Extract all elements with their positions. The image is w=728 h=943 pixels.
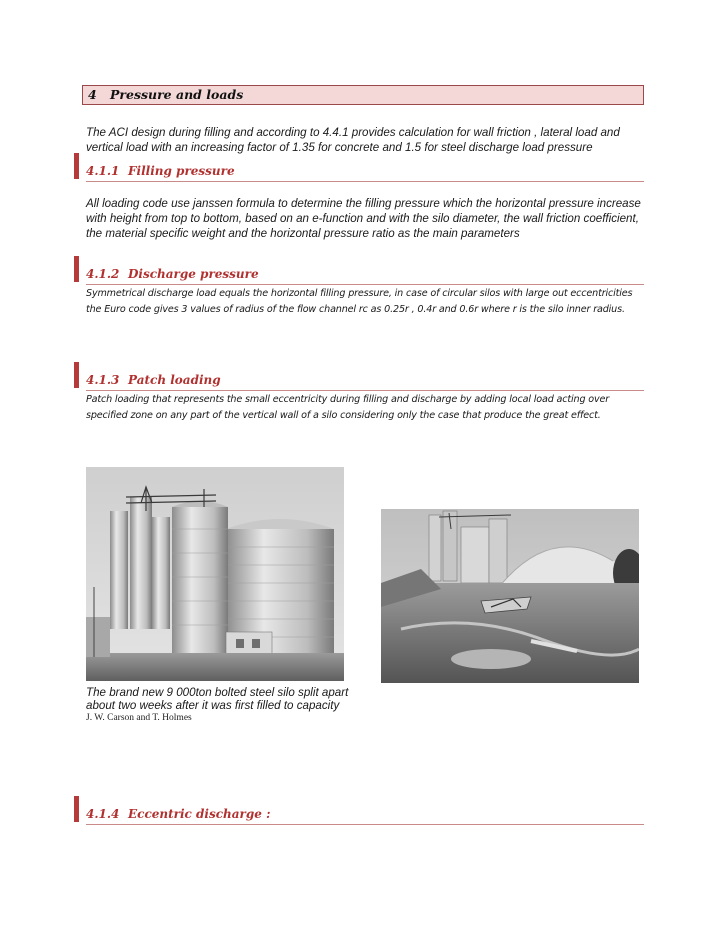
section-number: 4.1.4 — [86, 807, 120, 821]
chapter-number: 4 — [88, 87, 97, 102]
figure-credit: J. W. Carson and T. Holmes — [86, 713, 192, 723]
collapsed-silo-photo — [381, 509, 639, 683]
silo-photo — [86, 467, 344, 681]
section-marker — [74, 256, 79, 282]
section-title: Filling pressure — [128, 164, 235, 178]
intro-paragraph: The ACI design during filling and according to 4.4.1 provides calculation for wall friction , lateral load and vertical load with an increasing factor of 1.35 for concrete and 1.5 for steel discharge load pressure — [86, 126, 620, 154]
section-heading-discharge-pressure — [86, 266, 644, 285]
section-title: Patch loading — [128, 373, 221, 387]
section-heading-filling-pressure — [86, 163, 644, 182]
collapsed-silo-illustration — [381, 509, 639, 683]
section-number: 4.1.3 — [86, 373, 120, 387]
silo-photo-illustration — [86, 467, 344, 681]
chapter-heading — [82, 85, 644, 105]
section-title: Eccentric discharge : — [128, 807, 271, 821]
section-marker — [74, 153, 79, 179]
section-title: Discharge pressure — [128, 267, 259, 281]
patch-loading-paragraph: Patch loading that represents the small eccentricity during filling and discharge by adding local load acting over specified zone on any part of the vertical wall of a silo considering only the case that produce the great effect. — [86, 394, 610, 421]
section-heading-eccentric-discharge — [86, 806, 644, 825]
section-marker — [74, 796, 79, 822]
chapter-title: Pressure and loads — [110, 87, 244, 102]
section-marker — [74, 362, 79, 388]
discharge-pressure-paragraph: Symmetrical discharge load equals the horizontal filling pressure, in case of circular silos with large out eccentricities the Euro code gives 3 values of radius of the flow channel rc as 0.25r , 0.4r and 0.6r where r is the silo inner radius. — [86, 288, 633, 315]
section-number: 4.1.1 — [86, 164, 120, 178]
filling-pressure-paragraph: All loading code use janssen formula to determine the filling pressure which the horizontal pressure increase with height from top to bottom, based on an e-function and with the silo diameter, the wall friction coefficient, the material specific weight and the horizontal pressure ratio as the main parameters — [86, 197, 641, 240]
section-number: 4.1.2 — [86, 267, 120, 281]
section-heading-patch-loading — [86, 372, 644, 391]
figure-caption: The brand new 9 000ton bolted steel silo split apart about two weeks after it was first filled to capacity — [86, 686, 349, 712]
